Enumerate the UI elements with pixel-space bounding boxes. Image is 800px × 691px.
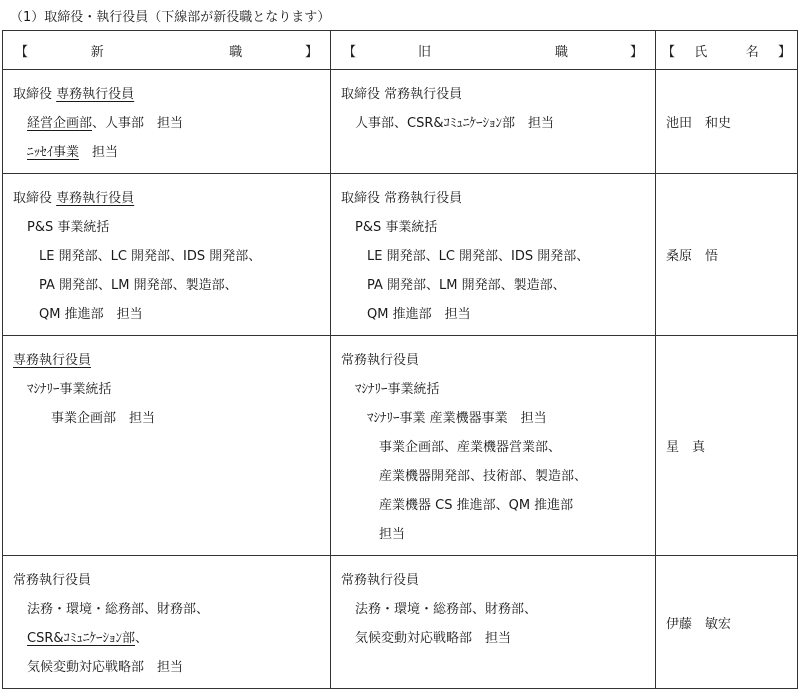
column-header-old: 【 旧 職 】 (331, 31, 656, 70)
person-name: 星 真 (656, 336, 798, 556)
old-position-cell: 取締役 常務執行役員 P&S 事業統括 LE 開発部、LC 開発部、IDS 開発部、 PA 開発部、LM 開発部、製造部、 QM 推進部 担当 (331, 174, 656, 336)
old-position-cell: 取締役 常務執行役員 人事部、CSR&ｺﾐｭﾆｹｰｼｮﾝ部 担当 (331, 70, 656, 174)
old-position-cell: 常務執行役員 ﾏｼﾅﾘｰ事業統括 ﾏｼﾅﾘｰ事業 産業機器事業 担当 事業企画部、産業機器営業部、 産業機器開発部、技術部、製造部、 産業機器 CS 推進部、QM 推進部 担当 (331, 336, 656, 556)
table-row (3, 70, 798, 174)
column-header-new: 【 新 職 】 (3, 31, 331, 70)
executive-roster-table (2, 30, 798, 689)
section-heading: （1）取締役・執行役員（下線部が新役職となります） (10, 10, 331, 25)
new-position-cell: 常務執行役員 法務・環境・総務部、財務部、 CSR&ｺﾐｭﾆｹｰｼｮﾝ部、 気候変動対応戦略部 担当 (3, 556, 331, 689)
person-name: 桑原 悟 (656, 174, 798, 336)
table-row (3, 336, 798, 556)
old-position-cell: 常務執行役員 法務・環境・総務部、財務部、 気候変動対応戦略部 担当 (331, 556, 656, 689)
new-position-cell: 取締役 専務執行役員 経営企画部、人事部 担当 ﾆｯｾｲ事業 担当 (3, 70, 331, 174)
person-name: 伊藤 敏宏 (656, 556, 798, 689)
new-position-cell: 専務執行役員 ﾏｼﾅﾘｰ事業統括 事業企画部 担当 (3, 336, 331, 556)
table-row (3, 556, 798, 689)
column-header-name: 【 氏 名 】 (656, 31, 798, 70)
new-position-cell: 取締役 専務執行役員 P&S 事業統括 LE 開発部、LC 開発部、IDS 開発部、 PA 開発部、LM 開発部、製造部、 QM 推進部 担当 (3, 174, 331, 336)
table-row (3, 174, 798, 336)
person-name: 池田 和史 (656, 70, 798, 174)
